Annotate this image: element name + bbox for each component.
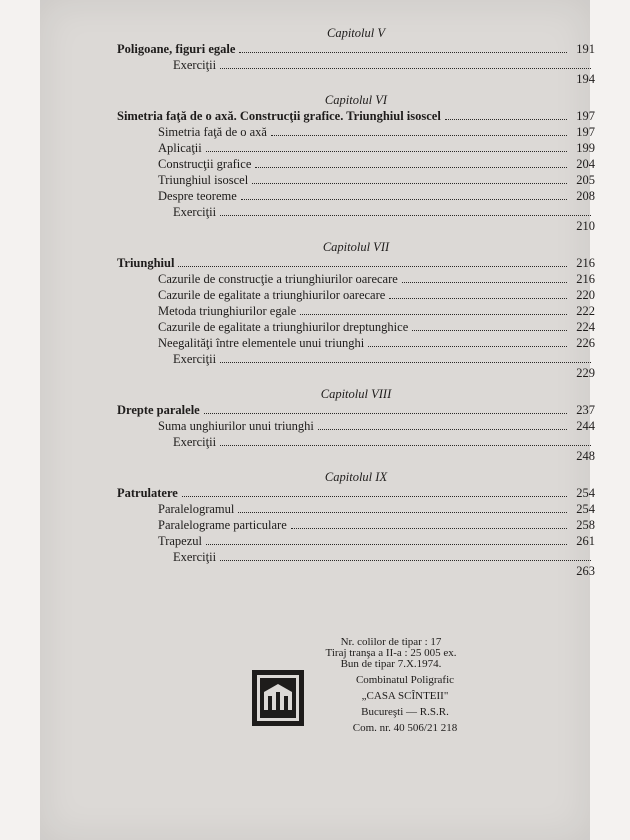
toc-entry-title: Triunghiul isoscel bbox=[158, 173, 249, 187]
toc-entry bbox=[117, 287, 595, 303]
toc-entry bbox=[117, 57, 595, 73]
toc-page-number: 229 bbox=[576, 366, 595, 380]
toc-page-number: 210 bbox=[576, 219, 595, 233]
toc-entry bbox=[117, 319, 595, 335]
dot-leader bbox=[206, 544, 567, 545]
toc-entry-title: Drepte paralele bbox=[117, 403, 200, 417]
dot-leader bbox=[255, 167, 567, 168]
toc-page-number: 226 bbox=[576, 336, 595, 350]
chapter-heading: Capitolul VIII bbox=[320, 387, 392, 401]
colophon bbox=[286, 637, 496, 670]
toc-page-number: 248 bbox=[576, 449, 595, 463]
toc-entry-title: Exerciţii bbox=[173, 352, 217, 366]
toc-entry-title: Exerciţii bbox=[173, 550, 217, 564]
printer-city: Bucureşti — R.S.R. bbox=[361, 706, 449, 718]
toc-entry-title: Triunghiul bbox=[117, 256, 175, 270]
toc-page-number: 208 bbox=[576, 189, 595, 203]
toc-entry-page-row bbox=[117, 367, 595, 381]
chapter-heading: Capitolul VI bbox=[324, 93, 388, 107]
toc-entry-title: Simetria faţă de o axă. Construcţii grafice. Triunghiul isoscel bbox=[117, 109, 441, 123]
toc-entry-title: Construcţii grafice bbox=[158, 157, 252, 171]
toc-entry-title: Paralelograme particulare bbox=[158, 518, 287, 532]
toc-page-number: 254 bbox=[576, 486, 595, 500]
toc-entry-title: Metoda triunghiurilor egale bbox=[158, 304, 297, 318]
toc-entry-title: Cazurile de egalitate a triunghiurilor oarecare bbox=[158, 288, 386, 302]
printer-text bbox=[330, 672, 480, 736]
toc-section bbox=[117, 485, 595, 501]
toc-entry bbox=[117, 517, 595, 533]
printer-name: Combinatul Poligrafic bbox=[355, 674, 455, 686]
toc-entry-title: Exerciţii bbox=[173, 58, 217, 72]
toc-page-number: 254 bbox=[576, 502, 595, 516]
toc-page-number: 191 bbox=[576, 42, 595, 56]
toc-entry bbox=[117, 188, 595, 204]
chapter-heading: Capitolul VII bbox=[322, 240, 390, 254]
dot-leader bbox=[412, 330, 567, 331]
toc-entry-title: Suma unghiurilor unui triunghi bbox=[158, 419, 314, 433]
toc-page-number: 220 bbox=[576, 288, 595, 302]
table-of-contents bbox=[117, 26, 595, 579]
toc-entry bbox=[117, 434, 595, 450]
dot-leader bbox=[445, 119, 567, 120]
dot-leader bbox=[178, 266, 567, 267]
dot-leader bbox=[220, 560, 591, 561]
toc-entry bbox=[117, 140, 595, 156]
toc-entry bbox=[117, 204, 595, 220]
toc-entry-title: Paralelogramul bbox=[158, 502, 235, 516]
dot-leader bbox=[271, 135, 567, 136]
book-page bbox=[40, 0, 595, 840]
dot-leader bbox=[402, 282, 567, 283]
toc-entry bbox=[117, 418, 595, 434]
dot-leader bbox=[220, 68, 591, 69]
toc-page-number: 258 bbox=[576, 518, 595, 532]
toc-page-number: 194 bbox=[576, 72, 595, 86]
toc-entry bbox=[117, 156, 595, 172]
toc-section bbox=[117, 255, 595, 271]
toc-entry bbox=[117, 124, 595, 140]
toc-page-number: 224 bbox=[576, 320, 595, 334]
printing-house-logo-icon bbox=[252, 670, 304, 726]
chapter-heading: Capitolul V bbox=[327, 26, 385, 40]
colophon-sheets: Nr. colilor de tipar : 17 bbox=[340, 636, 442, 648]
printer-block bbox=[252, 670, 492, 736]
toc-entry-title: Cazurile de egalitate a triunghiurilor dreptunghice bbox=[158, 320, 409, 334]
toc-section bbox=[117, 41, 595, 57]
toc-page-number: 263 bbox=[576, 564, 595, 578]
toc-page-number: 197 bbox=[576, 109, 595, 123]
toc-entry bbox=[117, 351, 595, 367]
dot-leader bbox=[318, 429, 567, 430]
toc-entry-title: Aplicaţii bbox=[158, 141, 202, 155]
toc-entry-title: Patrulatere bbox=[117, 486, 178, 500]
toc-page-number: 204 bbox=[576, 157, 595, 171]
dot-leader bbox=[368, 346, 567, 347]
dot-leader bbox=[220, 362, 591, 363]
toc-entry-title: Neegalităţi între elementele unui triunghi bbox=[158, 336, 365, 350]
chapter-heading: Capitolul IX bbox=[324, 470, 388, 484]
toc-page-number: 237 bbox=[576, 403, 595, 417]
dot-leader bbox=[238, 512, 567, 513]
toc-entry bbox=[117, 172, 595, 188]
toc-page-number: 197 bbox=[576, 125, 595, 139]
toc-entry-title: Trapezul bbox=[158, 534, 202, 548]
printer-order-number: Com. nr. 40 506/21 218 bbox=[352, 722, 458, 734]
toc-page-number: 216 bbox=[576, 272, 595, 286]
toc-entry-title: Exerciţii bbox=[173, 435, 217, 449]
toc-entry-page-row bbox=[117, 220, 595, 234]
printer-house: „CASA SCÎNTEII" bbox=[361, 690, 449, 702]
dot-leader bbox=[291, 528, 567, 529]
dot-leader bbox=[220, 215, 591, 216]
colophon-print-run: Tiraj tranşa a II-a : 25 005 ex. bbox=[325, 647, 457, 659]
toc-section bbox=[117, 108, 595, 124]
dot-leader bbox=[206, 151, 567, 152]
dot-leader bbox=[300, 314, 567, 315]
colophon-approval: Bun de tipar 7.X.1974. bbox=[340, 658, 442, 670]
toc-page-number: 244 bbox=[576, 419, 595, 433]
dot-leader bbox=[204, 413, 567, 414]
toc-entry bbox=[117, 303, 595, 319]
toc-section bbox=[117, 402, 595, 418]
toc-entry-title: Simetria faţă de o axă bbox=[158, 125, 267, 139]
dot-leader bbox=[389, 298, 567, 299]
toc-entry-page-row bbox=[117, 450, 595, 464]
toc-entry-title: Exerciţii bbox=[173, 205, 217, 219]
dot-leader bbox=[182, 496, 567, 497]
toc-page-number: 199 bbox=[576, 141, 595, 155]
dot-leader bbox=[239, 52, 567, 53]
dot-leader bbox=[241, 199, 567, 200]
toc-entry-title: Cazurile de construcţie a triunghiurilor oarecare bbox=[158, 272, 398, 286]
toc-entry-page-row bbox=[117, 565, 595, 579]
toc-page-number: 216 bbox=[576, 256, 595, 270]
toc-page-number: 205 bbox=[576, 173, 595, 187]
toc-entry bbox=[117, 335, 595, 351]
toc-entry bbox=[117, 549, 595, 565]
toc-entry bbox=[117, 533, 595, 549]
toc-entry-page-row bbox=[117, 73, 595, 87]
toc-entry-title: Poligoane, figuri egale bbox=[117, 42, 236, 56]
toc-entry bbox=[117, 501, 595, 517]
dot-leader bbox=[252, 183, 567, 184]
toc-entry-title: Despre teoreme bbox=[158, 189, 237, 203]
toc-entry bbox=[117, 271, 595, 287]
toc-page-number: 261 bbox=[576, 534, 595, 548]
dot-leader bbox=[220, 445, 591, 446]
toc-page-number: 222 bbox=[576, 304, 595, 318]
